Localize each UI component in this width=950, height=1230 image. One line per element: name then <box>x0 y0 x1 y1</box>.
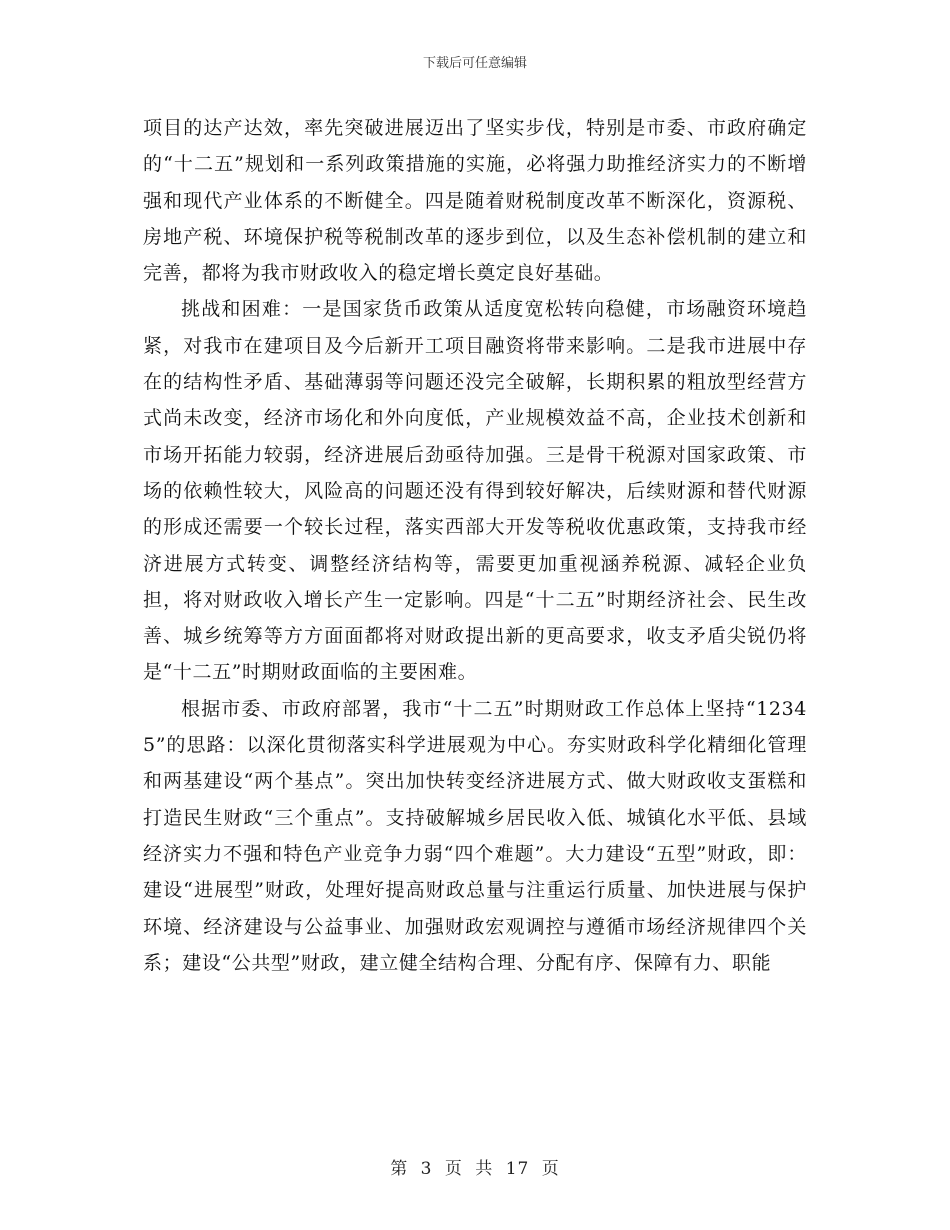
paragraph-challenges: 挑战和困难：一是国家货币政策从适度宽松转向稳健，市场融资环境趋紧，对我市在建项目及今后新开工项目融资将带来影响。二是我市进展中存在的结构性矛盾、基础薄弱等问题还没完全破解，长期积累的粗放型经营方式尚未改变，经济市场化和外向度低，产业规模效益不高，企业技术创新和市场开拓能力较弱，经济进展后劲亟待加强。三是骨干税源对国家政策、市场的依赖性较大，风险高的问题还没有得到较好解决，后续财源和替代财源的形成还需要一个较长过程，落实西部大开发等税收优惠政策，支持我市经济进展方式转变、调整经济结构等，需要更加重视涵养税源、减轻企业负担，将对财政收入增长产生一定影响。四是“十二五”时期经济社会、民生改善、城乡统筹等方方面面都将对财政提出新的更高要求，收支矛盾尖锐仍将是“十二五”时期财政面临的主要困难。 <box>143 298 807 684</box>
page-header: 下载后可任意编辑 <box>422 56 527 71</box>
paragraph-approach: 根据市委、市政府部署，我市“十二五”时期财政工作总体上坚持“12345”的思路：以深化贯彻落实科学进展观为中心。夯实财政科学化精细化管理和两基建设“两个基点”。突出加快转变经济进展方式、做大财政收支蛋糕和打造民生财政“三个重点”。支持破解城乡居民收入低、城镇化水平低、县域经济实力不强和特色产业竞争力弱“四个难题”。大力建设“五型”财政，即：建设“进展型”财政，处理好提高财政总量与注重运行质量、加快进展与保护环境、经济建设与公益事业、加强财政宏观调控与遵循市场经济规律四个关系；建设“公共型”财政，建立健全结构合理、分配有序、保障有力、职能 <box>143 697 807 974</box>
paragraph-continued: 项目的达产达效，率先突破进展迈出了坚实步伐，特别是市委、市政府确定的“十二五”规划和一系列政策措施的实施，必将强力助推经济实力的不断增强和现代产业体系的不断健全。四是随着财税制度改革不断深化，资源税、房地产税、环境保护税等税制改革的逐步到位，以及生态补偿机制的建立和完善，都将为我市财政收入的稳定增长奠定良好基础。 <box>143 117 807 285</box>
page-number: 第 3 页 共 17 页 <box>390 1159 560 1179</box>
document-body <box>143 110 807 981</box>
